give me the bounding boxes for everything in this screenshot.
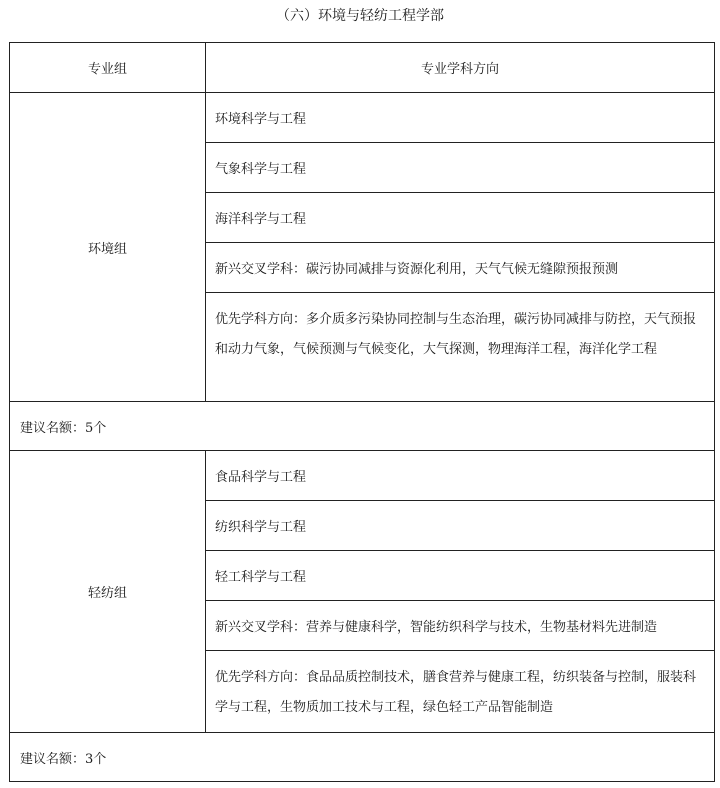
header-group: 专业组	[10, 43, 206, 93]
quota-cell-environment: 建议名额：5个	[10, 402, 715, 451]
priority-direction-cell: 优先学科方向：多介质多污染协同控制与生态治理，碳污协同减排与防控，天气预报和动力气象，气候预测与气候变化，大气探测，物理海洋工程，海洋化学工程	[206, 293, 715, 402]
table-row	[10, 451, 715, 501]
direction-cell: 环境科学与工程	[206, 93, 715, 143]
group-cell-environment: 环境组	[10, 93, 206, 402]
direction-cell: 轻工科学与工程	[206, 551, 715, 601]
direction-cell: 海洋科学与工程	[206, 193, 715, 243]
table-row	[10, 93, 715, 143]
page-title: （六）环境与轻纺工程学部	[276, 8, 444, 24]
group-cell-light-textile: 轻纺组	[10, 451, 206, 733]
emerging-discipline-cell: 新兴交叉学科：营养与健康科学，智能纺织科学与技术，生物基材料先进制造	[206, 601, 715, 651]
quota-row	[10, 733, 715, 782]
emerging-discipline-cell: 新兴交叉学科：碳污协同减排与资源化利用，天气气候无缝隙预报预测	[206, 243, 715, 293]
discipline-table	[9, 42, 715, 782]
quota-row	[10, 402, 715, 451]
priority-direction-cell: 优先学科方向：食品品质控制技术，膳食营养与健康工程，纺织装备与控制，服装科学与工程，生物质加工技术与工程，绿色轻工产品智能制造	[206, 651, 715, 733]
header-direction: 专业学科方向	[206, 43, 715, 93]
quota-cell-light-textile: 建议名额：3个	[10, 733, 715, 782]
direction-cell: 食品科学与工程	[206, 451, 715, 501]
direction-cell: 气象科学与工程	[206, 143, 715, 193]
direction-cell: 纺织科学与工程	[206, 501, 715, 551]
table-header-row	[10, 43, 715, 93]
